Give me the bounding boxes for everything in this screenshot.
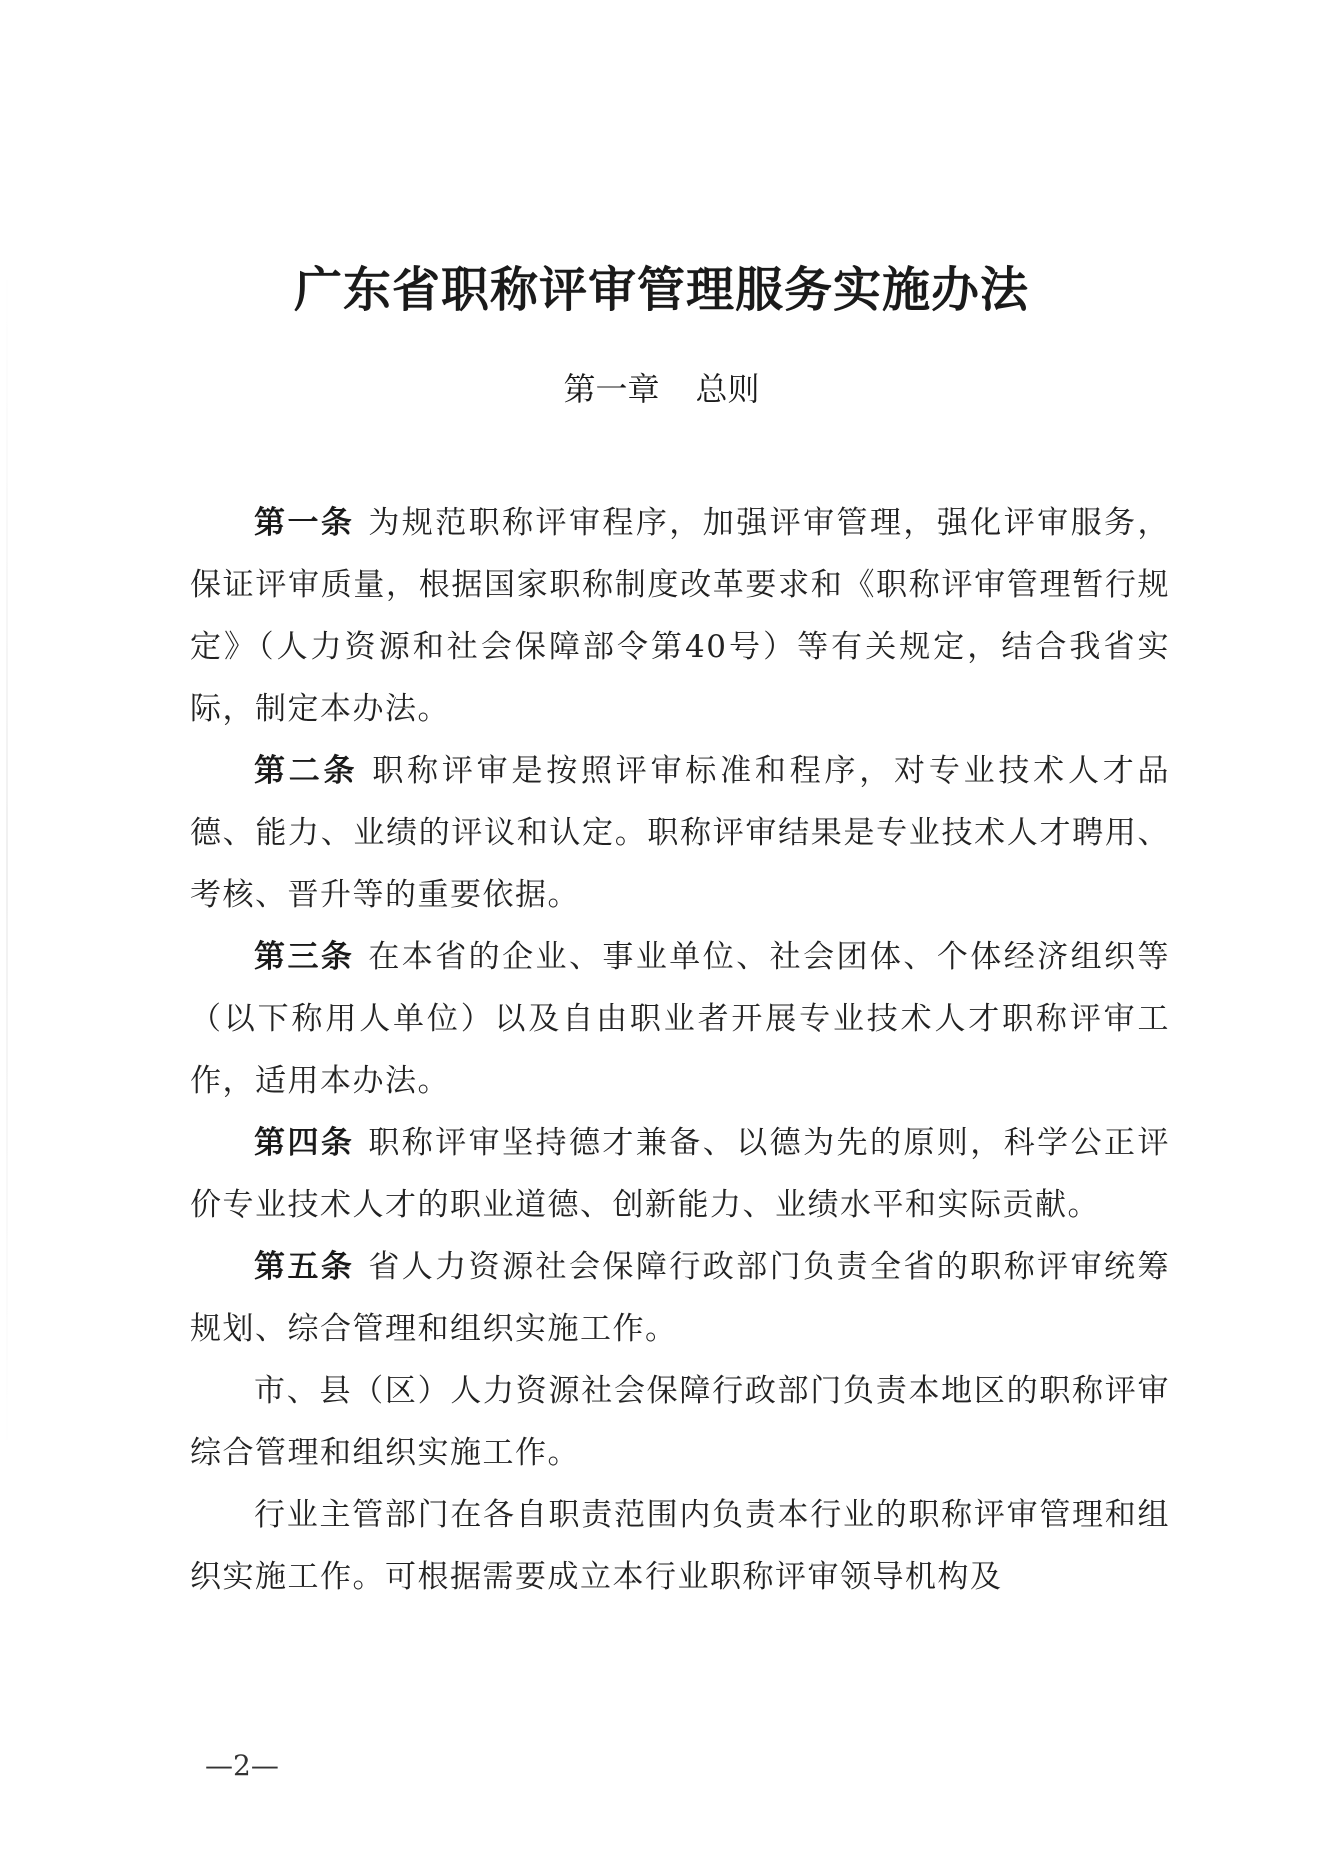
article-text: 省人力资源社会保障行政部门负责全省的职称评审统筹规划、综合管理和组织实施工作。 — [190, 1249, 1170, 1347]
article-label: 第四条 — [254, 1125, 355, 1161]
article-4 — [190, 1112, 1170, 1236]
article-label: 第一条 — [254, 505, 355, 541]
chapter-number: 第一章 — [563, 370, 660, 408]
article-1 — [190, 492, 1170, 740]
chapter-heading — [150, 367, 1173, 411]
article-3 — [190, 926, 1170, 1112]
article-label: 第五条 — [254, 1249, 355, 1285]
article-5-paragraph-3 — [190, 1484, 1170, 1608]
paragraph-text: 行业主管部门在各自职责范围内负责本行业的职称评审管理和组织实施工作。可根据需要成立本行业职称评审领导机构及 — [190, 1497, 1170, 1595]
paragraph-text: 市、县（区）人力资源社会保障行政部门负责本地区的职称评审综合管理和组织实施工作。 — [190, 1373, 1170, 1471]
document-body — [190, 492, 1170, 1608]
article-5-paragraph-2 — [190, 1360, 1170, 1484]
chapter-name: 总则 — [695, 370, 760, 408]
article-2 — [190, 740, 1170, 926]
article-text: 在本省的企业、事业单位、社会团体、个体经济组织等（以下称用人单位）以及自由职业者开展专业技术人才职称评审工作，适用本办法。 — [190, 939, 1170, 1099]
article-label: 第二条 — [254, 753, 359, 789]
scan-edge-shadow — [6, 260, 8, 1460]
page-number: —2— — [205, 1749, 279, 1782]
document-title: 广东省职称评审管理服务实施办法 — [293, 262, 1029, 319]
article-5 — [190, 1236, 1170, 1360]
article-label: 第三条 — [254, 939, 355, 975]
article-text: 为规范职称评审程序，加强评审管理，强化评审服务，保证评审质量，根据国家职称制度改革要求和《职称评审管理暂行规定》（人力资源和社会保障部令第40号）等有关规定，结合我省实际，制定本办法。 — [190, 505, 1170, 727]
article-text: 职称评审是按照评审标准和程序，对专业技术人才品德、能力、业绩的评议和认定。职称评审结果是专业技术人才聘用、考核、晋升等的重要依据。 — [190, 753, 1171, 913]
article-text: 职称评审坚持德才兼备、以德为先的原则，科学公正评价专业技术人才的职业道德、创新能力、业绩水平和实际贡献。 — [190, 1125, 1170, 1223]
